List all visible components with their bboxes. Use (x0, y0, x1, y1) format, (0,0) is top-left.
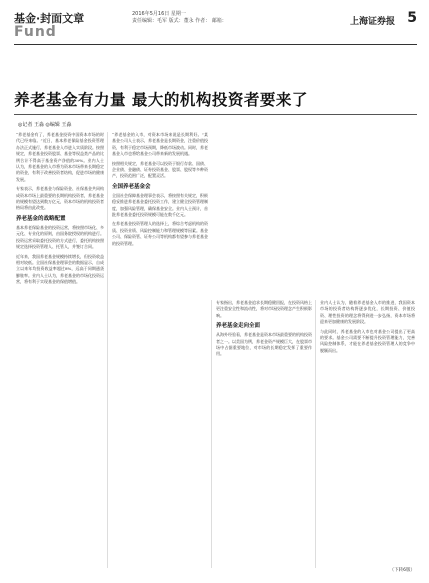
header-editor: 责任编辑：毛军 版式：董永 作者： 邮箱： (132, 18, 227, 24)
article-byline: ◎记者 王淼 ◎编辑 王淼 (18, 122, 72, 128)
header-meta (132, 11, 227, 25)
paragraph: 业内人士认为，随着养老基金入市的推进，我国资本市场的投资者结构将逐步优化，长期投资、价值投资、理性投资的理念将得到进一步弘扬，资本市场将迎来更加健康的发展阶段。 (320, 300, 415, 325)
paragraph: 近年来，我国养老基金规模持续增长，但投资收益相对较低。全国社保基金理事会的数据显示，自成立以来年均投资收益率超过8%，远高于同期通货膨胀率。业内人士认为，养老基金的市场化投资运营，将有利于实现基金的保值增值。 (16, 253, 104, 285)
paragraph: 专家表示，养老基金与保险资金、社保基金共同构成资本市场上最重要的长期机构投资者，养老基金的规模有望达到数万亿元，资本市场的机构投资者格局将由此改变。 (16, 186, 104, 211)
header-date: 2016年5月16日 星期一 (132, 11, 186, 17)
column-divider (211, 300, 212, 568)
paragraph: 与此同时，养老基金的入市也对基金公司提出了更高的要求。基金公司需要不断提升投资管理能力，完善风险控制体系，才能在养老基金投资管理人的竞争中脱颖而出。 (320, 328, 415, 353)
article-column-1 (16, 132, 104, 568)
article-column-3 (216, 300, 312, 568)
paragraph: 从海外经验看，养老基金是资本市场最重要的机构投资者之一。以美国为例，养老金资产规模巨大，在股票市场中占据重要地位，对市场的长期稳定发挥了重要作用。 (216, 332, 312, 357)
headline-divider (14, 114, 417, 115)
article-subheading: 全国养老基金会 (112, 183, 151, 190)
paragraph: 专家指出，养老基金追求长期稳健回报，在投资风格上更注重安全性和流动性，将对市场投资理念产生积极影响。 (216, 300, 312, 318)
paragraph: 按照相关规定，养老基金可以投资于银行存款、国债、企业债、金融债、证券投资基金、股票、股权等多种资产，投资范围广泛，配置灵活。 (112, 160, 208, 179)
continued-note: （下转6版） (389, 568, 415, 573)
article-column-2 (112, 132, 208, 568)
paragraph: “养老基金的入市，对资本市场来说是长期利好。”某基金公司人士表示，养老基金是长期资金，注重价值投资，有利于稳定市场预期，降低市场波动。同时，养老基金入市也将给基金公司带来新的发展机遇。 (112, 132, 208, 157)
article-column-4 (320, 300, 415, 558)
paragraph: 在养老基金投资管理人的选择上，将综合考虑机构的资质、投资业绩、风险控制能力和管理规模等因素。基金公司、保险资管、证券公司等机构都有望参与养老基金的投资管理。 (112, 221, 208, 246)
column-divider (107, 132, 108, 568)
column-divider (315, 300, 316, 568)
paragraph: “养老基金有了，养老基金投资中国资本市场的时代已经来临。”近日，基本养老保险基金投资管理办法正式施行，养老基金入市进入实质阶段。按照规定，养老基金投资股票、基金等权益类产品的比例合计不得高于基金资产净值的30%。业内人士认为，养老基金的入市将为资本市场带来长期稳定的资金，有利于改善投资者结构，促进市场的健康发展。 (16, 132, 104, 182)
article-headline: 养老基金有力量 最大的机构投资者要来了 (14, 91, 308, 109)
paragraph: 全国社会保障基金理事会表示，将按照有关规定，积极稳妥推进养老基金委托投资工作，建立健全投资管理制度，加强风险管理，确保基金安全。业内人士预计，首批养老基金委托投资规模可能在数千亿元。 (112, 192, 208, 218)
paper-name: 上海证券报 (349, 17, 395, 27)
header-divider (14, 44, 417, 45)
article-subheading: 养老基金走向全面 (216, 323, 261, 330)
section-title: 基金·封面文章 (14, 12, 85, 25)
page-number: 5 (407, 10, 417, 26)
section-subtitle: Fund (14, 24, 57, 40)
page-header (14, 6, 417, 44)
paragraph: 基本养老保险基金的投资运营，将按照市场化、多元化、专业化的原则，由国务院授权的机构进行。投资运营采取委托投资的方式进行，委托机构按照规定选择投资管理人、托管人，并签订合同。 (16, 224, 104, 250)
article-subheading: 养老基金的战略配置 (16, 215, 66, 222)
